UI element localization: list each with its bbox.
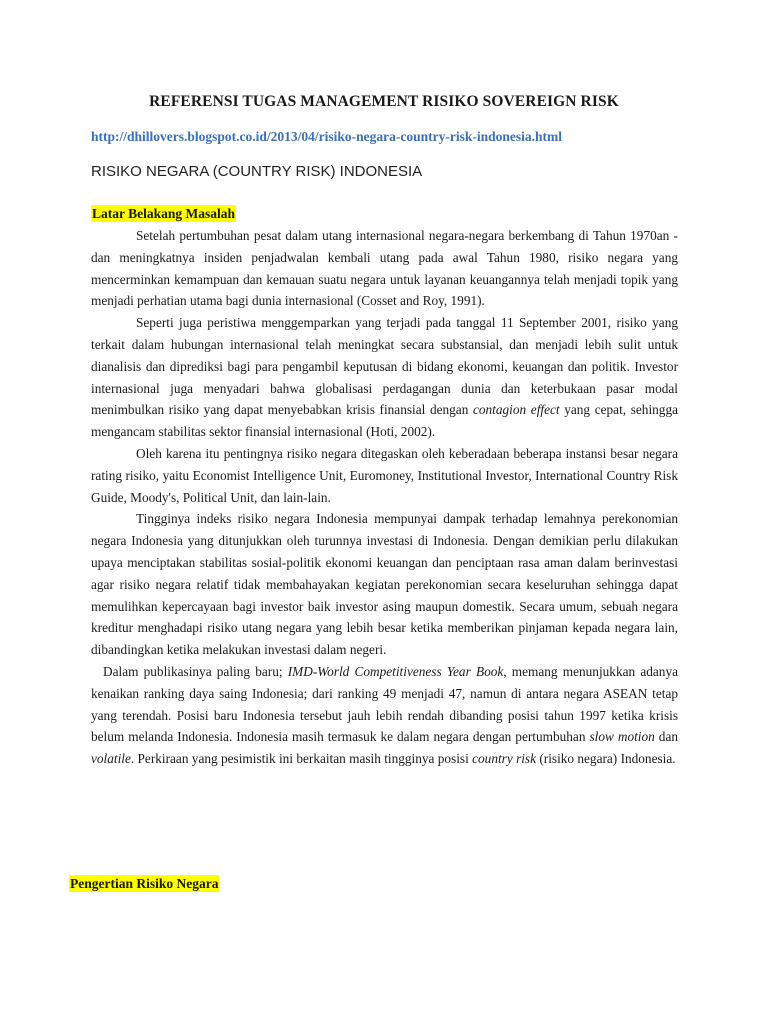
section-heading-pengertian: Pengertian Risiko Negara [70, 876, 219, 891]
paragraph-5-emphasis-2: slow motion [589, 729, 655, 745]
paragraph-5 [91, 661, 678, 770]
paragraph-5-emphasis-4: country risk [472, 751, 537, 767]
paragraph-5-text-d: . Perkiraan yang pesimistik ini berkaitan masih tingginya posisi [130, 751, 473, 767]
paragraph-2-text-a: Seperti juga peristiwa menggemparkan yang terjadi pada tanggal 11 September 2001, risiko yang terkait dalam hubungan internasional telah meningkat secara substansial, dan menjadi lebih sulit untuk dianalisis dan diprediksi bagi para pengambil keputusan di bidang ekonomi, keuangan dan politik. Investor internasional juga menyadari bahwa globalisasi perdagangan dunia dan keterbukaan pasar modal menimbulkan risiko yang dapat menyebabkan krisis finansial dengan [91, 315, 678, 418]
document-title: REFERENSI TUGAS MANAGEMENT RISIKO SOVEREIGN RISK [149, 93, 619, 110]
paragraph-5-text-a: Dalam publikasinya paling baru; [103, 663, 288, 679]
paragraph-5-text-c: dan [654, 729, 678, 745]
paragraph-4: Tingginya indeks risiko negara Indonesia mempunyai dampak terhadap lemahnya perekonomian negara Indonesia yang ditunjukkan oleh turunnya investasi di Indonesia. Dengan demikian perlu dilakukan upaya menciptakan stabilitas sosial-politik ekonomi keuangan dan penciptaan rasa aman dalam berinvestasi agar risiko negara relatif tidak membahayakan kegiatan perekonomian secara keseluruhan sehingga dapat memulihkan kepercayaan bagi investor baik investor asing maupun domestik. Secara umum, sebuah negara kreditur menghadapi risiko utang negara yang lebih besar ketika memberikan pinjaman kepada negara lain, dibandingkan ketika melakukan investasi dalam negeri. [91, 511, 678, 658]
document-body [91, 225, 678, 770]
paragraph-5-emphasis-3: volatile [91, 751, 131, 767]
source-link[interactable]: http://dhillovers.blogspot.co.id/2013/04/risiko-negara-country-risk-indonesia.html [91, 129, 563, 144]
document-subtitle: RISIKO NEGARA (COUNTRY RISK) INDONESIA [91, 163, 423, 180]
paragraph-2 [91, 312, 678, 443]
paragraph-5-text-e: (risiko negara) Indonesia. [536, 751, 676, 767]
paragraph-2-text-b: yang cepat, sehingga mengancam stabilitas sektor finansial internasional (Hoti, 2002). [91, 402, 678, 440]
paragraph-2-emphasis: contagion effect [472, 402, 560, 418]
paragraph-3: Oleh karena itu pentingnya risiko negara ditegaskan oleh keberadaan beberapa instansi besar negara rating risiko, yaitu Economist Intelligence Unit, Euromoney, Institutional Investor, International Country Risk Guide, Moody's, Political Unit, dan lain-lain. [91, 445, 678, 505]
section-heading-latar-belakang: Latar Belakang Masalah [92, 206, 236, 221]
paragraph-5-text-b: , memang menunjukkan adanya kenaikan ranking daya saing Indonesia; dari ranking 49 menjadi 47, namun di antara negara ASEAN tetap yang terendah. Posisi baru Indonesia tersebut jauh lebih rendah dibanding posisi tahun 1997 ketika krisis belum melanda Indonesia. Indonesia masih termasuk ke dalam negara dengan pertumbuhan [91, 663, 678, 745]
paragraph-1: Setelah pertumbuhan pesat dalam utang internasional negara-negara berkembang di Tahun 1970an - dan meningkatnya insiden penjadwalan kembali utang pada awal Tahun 1980, risiko negara yang mencerminkan kemampuan dan kemauan suatu negara untuk layanan keuangannya telah menjadi topik yang menjadi perhatian utama bagi dunia internasional (Cosset and Roy, 1991). [91, 228, 678, 309]
paragraph-5-emphasis-1: IMD-World Competitiveness Year Book [287, 663, 504, 679]
